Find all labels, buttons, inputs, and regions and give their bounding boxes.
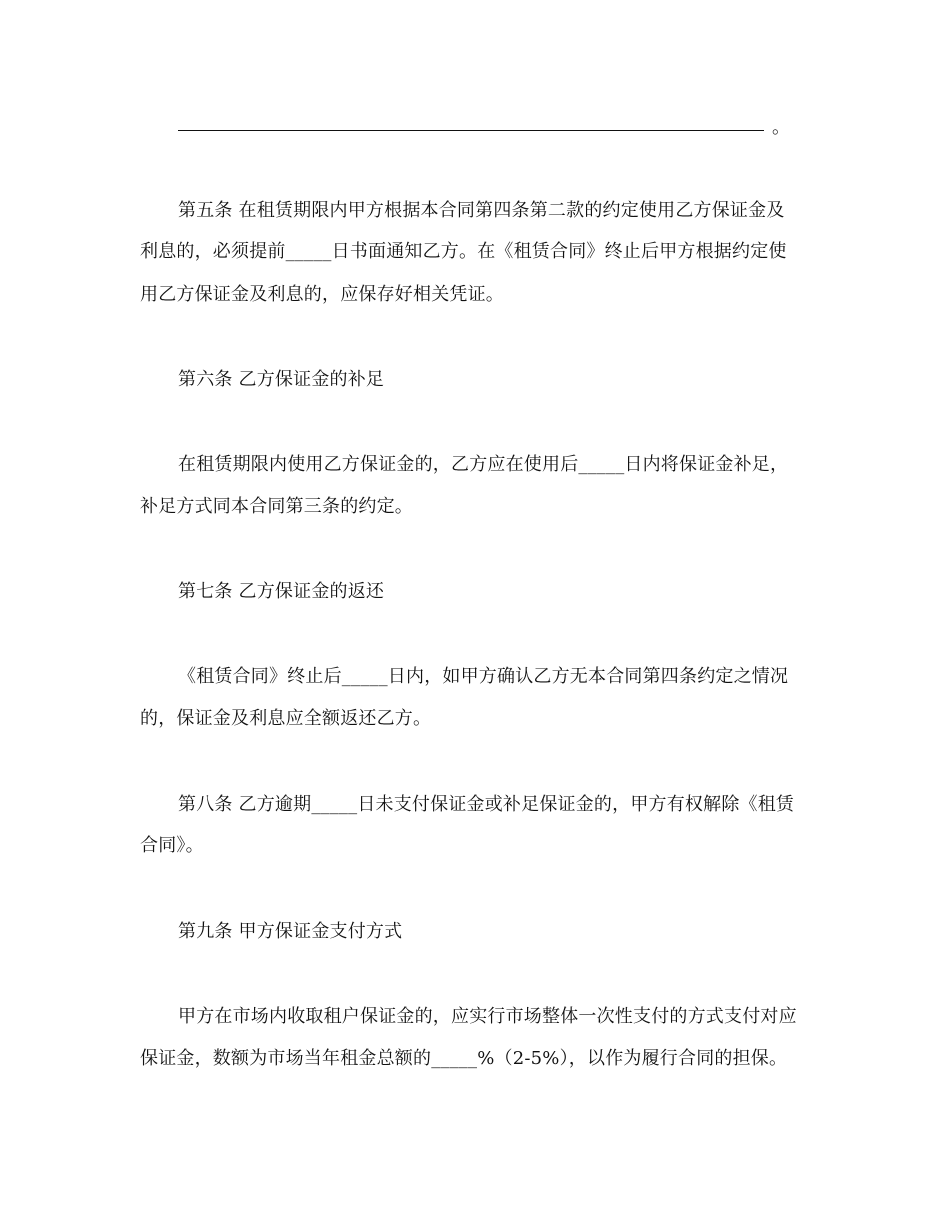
article-5-line-3: 用乙方保证金及利息的，应保存好相关凭证。: [140, 284, 504, 305]
article-8-line-1: 第八条 乙方逾期_____日未支付保证金或补足保证金的，甲方有权解除《租赁: [178, 794, 795, 815]
article-5-line-2: 利息的，必须提前_____日书面通知乙方。在《租赁合同》终止后甲方根据约定使: [140, 241, 787, 262]
article-7-line-2: 的，保证金及利息应全额返还乙方。: [140, 708, 432, 729]
article-7-line-1: 《租赁合同》终止后_____日内，如甲方确认乙方无本合同第四条约定之情况: [178, 666, 789, 687]
article-6-line-2: 补足方式同本合同第三条的约定。: [140, 496, 413, 517]
article-5-line-1: 第五条 在租赁期限内甲方根据本合同第四条第二款的约定使用乙方保证金及: [178, 200, 785, 221]
article-9-line-1: 甲方在市场内收取租户保证金的，应实行市场整体一次性支付的方式支付对应: [178, 1006, 797, 1027]
blank-underline: [178, 130, 764, 131]
article-6-line-1: 在租赁期限内使用乙方保证金的，乙方应在使用后_____日内将保证金补足，: [178, 454, 789, 475]
article-8-line-2: 合同》。: [140, 835, 204, 856]
article-9-line-2: 保证金，数额为市场当年租金总额的_____%（2-5%），以作为履行合同的担保。: [140, 1048, 788, 1069]
article-6-heading: 第六条 乙方保证金的补足: [178, 369, 385, 390]
article-7-heading: 第七条 乙方保证金的返还: [178, 581, 385, 602]
top-period: 。: [772, 117, 790, 138]
article-9-heading: 第九条 甲方保证金支付方式: [178, 921, 403, 942]
